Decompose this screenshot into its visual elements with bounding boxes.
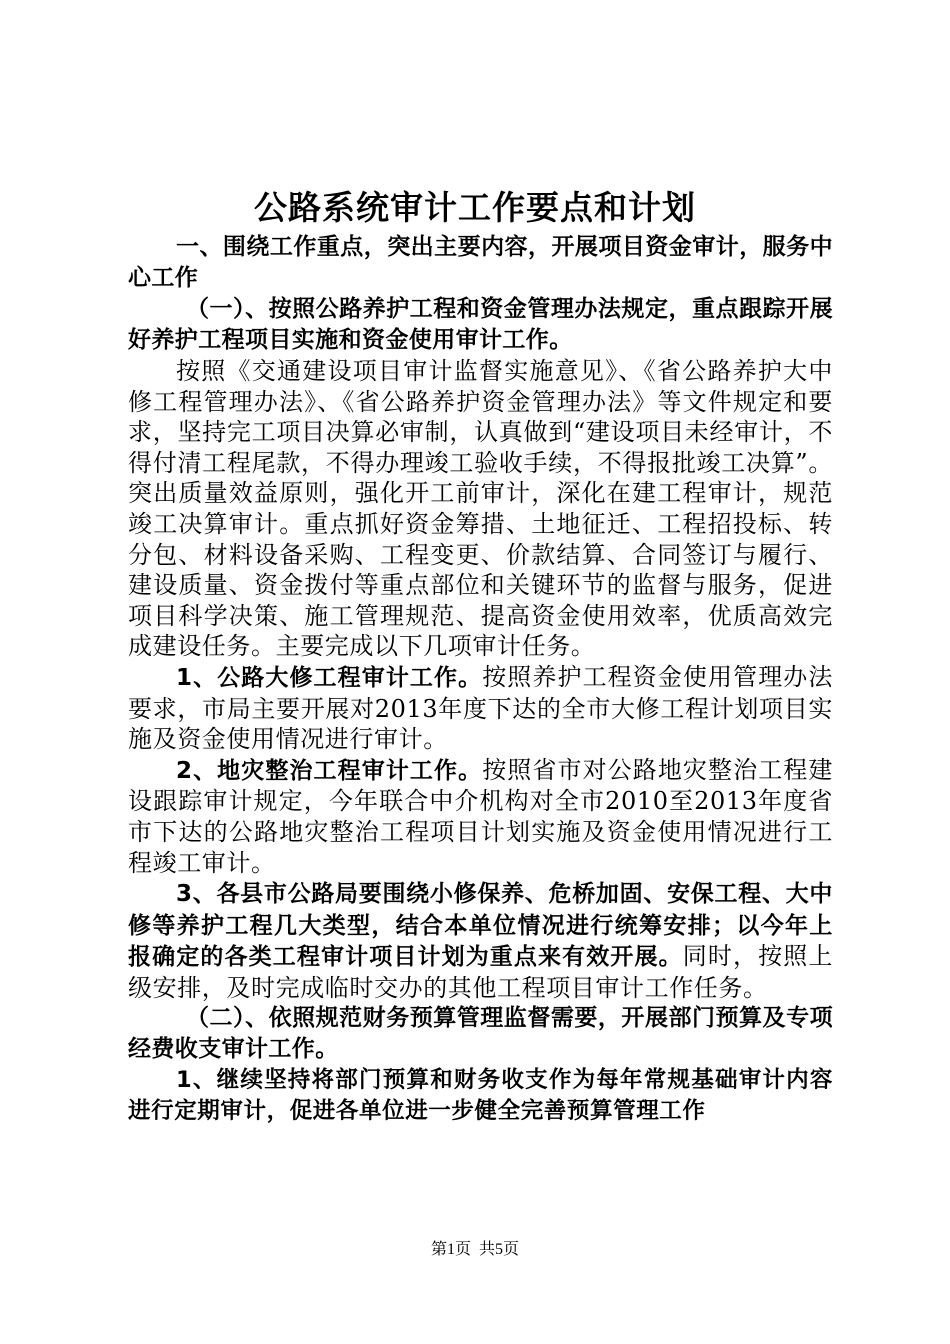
item-1-lead: 1、公路大修工程审计工作。 bbox=[176, 664, 483, 691]
item-3-lead: 3、各县市公路局要围绕小修保养、危桥加固、安保工程、大中修等养护工程几大类型，结合本单位情况进行统筹安排；以今年上报确定的各类工程审计项目计划为重点来有效开展。 bbox=[128, 881, 833, 971]
item-2-lead: 2、地灾整治工程审计工作。 bbox=[176, 757, 483, 784]
item-2-body: 按照省市对公路地灾整治工程建设跟踪审计规定，今年联合中介机构对全市2010至2013年度省市下达的公路地灾整治工程项目计划实施及资金使用情况进行工程竣工审计。 bbox=[128, 755, 833, 877]
item-3-paragraph bbox=[128, 878, 833, 1003]
subsection-2-heading: （二）、依照规范财务预算管理监督需要，开展部门预算及专项经费收支审计工作。 bbox=[128, 1005, 833, 1063]
subsection-1-body: 按照《交通建设项目审计监督实施意见》、《省公路养护大中修工程管理办法》、《省公路养护资金管理办法》等文件规定和要求，坚持完工项目决算必审制，认真做到“建设项目未经审计，不得付清工程尾款，不得办理竣工验收手续，不得报批竣工决算”。突出质量效益原则，强化开工前审计，深化在建工程审计，规范竣工决算审计。重点抓好资金筹措、土地征迁、工程招投标、转分包、材料设备采购、工程变更、价款结算、合同签订与履行、建设质量、资金拨付等重点部位和关键环节的监督与服务，促进项目科学决策、施工管理规范、提高资金使用效率，优质高效完成建设任务。主要完成以下几项审计任务。 bbox=[128, 357, 833, 661]
section-1-heading: 一、围绕工作重点，突出主要内容，开展项目资金审计，服务中心工作 bbox=[128, 234, 833, 291]
item-1-paragraph bbox=[128, 662, 833, 755]
page-footer bbox=[0, 1240, 950, 1260]
item-4-paragraph: 1、继续坚持将部门预算和财务收支作为每年常规基础审计内容进行定期审计，促进各单位进一步健全完善预算管理工作 bbox=[128, 1067, 833, 1125]
item-1-body: 按照养护工程资金使用管理办法要求，市局主要开展对2013年度下达的全市大修工程计划项目实施及资金使用情况进行审计。 bbox=[128, 662, 833, 754]
page-total: 共5页 bbox=[479, 1241, 520, 1258]
item-2-paragraph bbox=[128, 755, 833, 878]
page-number: 第1页 bbox=[430, 1241, 471, 1258]
footer-spacer bbox=[471, 1241, 479, 1258]
subsection-1-heading: （一）、按照公路养护工程和资金管理办法规定，重点跟踪开展好养护工程项目实施和资金使用审计工作。 bbox=[128, 296, 833, 353]
item-3-body: 同时，按照上级安排，及时完成临时交办的其他工程项目审计工作任务。 bbox=[128, 942, 833, 1002]
document-body bbox=[128, 232, 833, 1127]
document-title: 公路系统审计工作要点和计划 bbox=[254, 188, 696, 227]
